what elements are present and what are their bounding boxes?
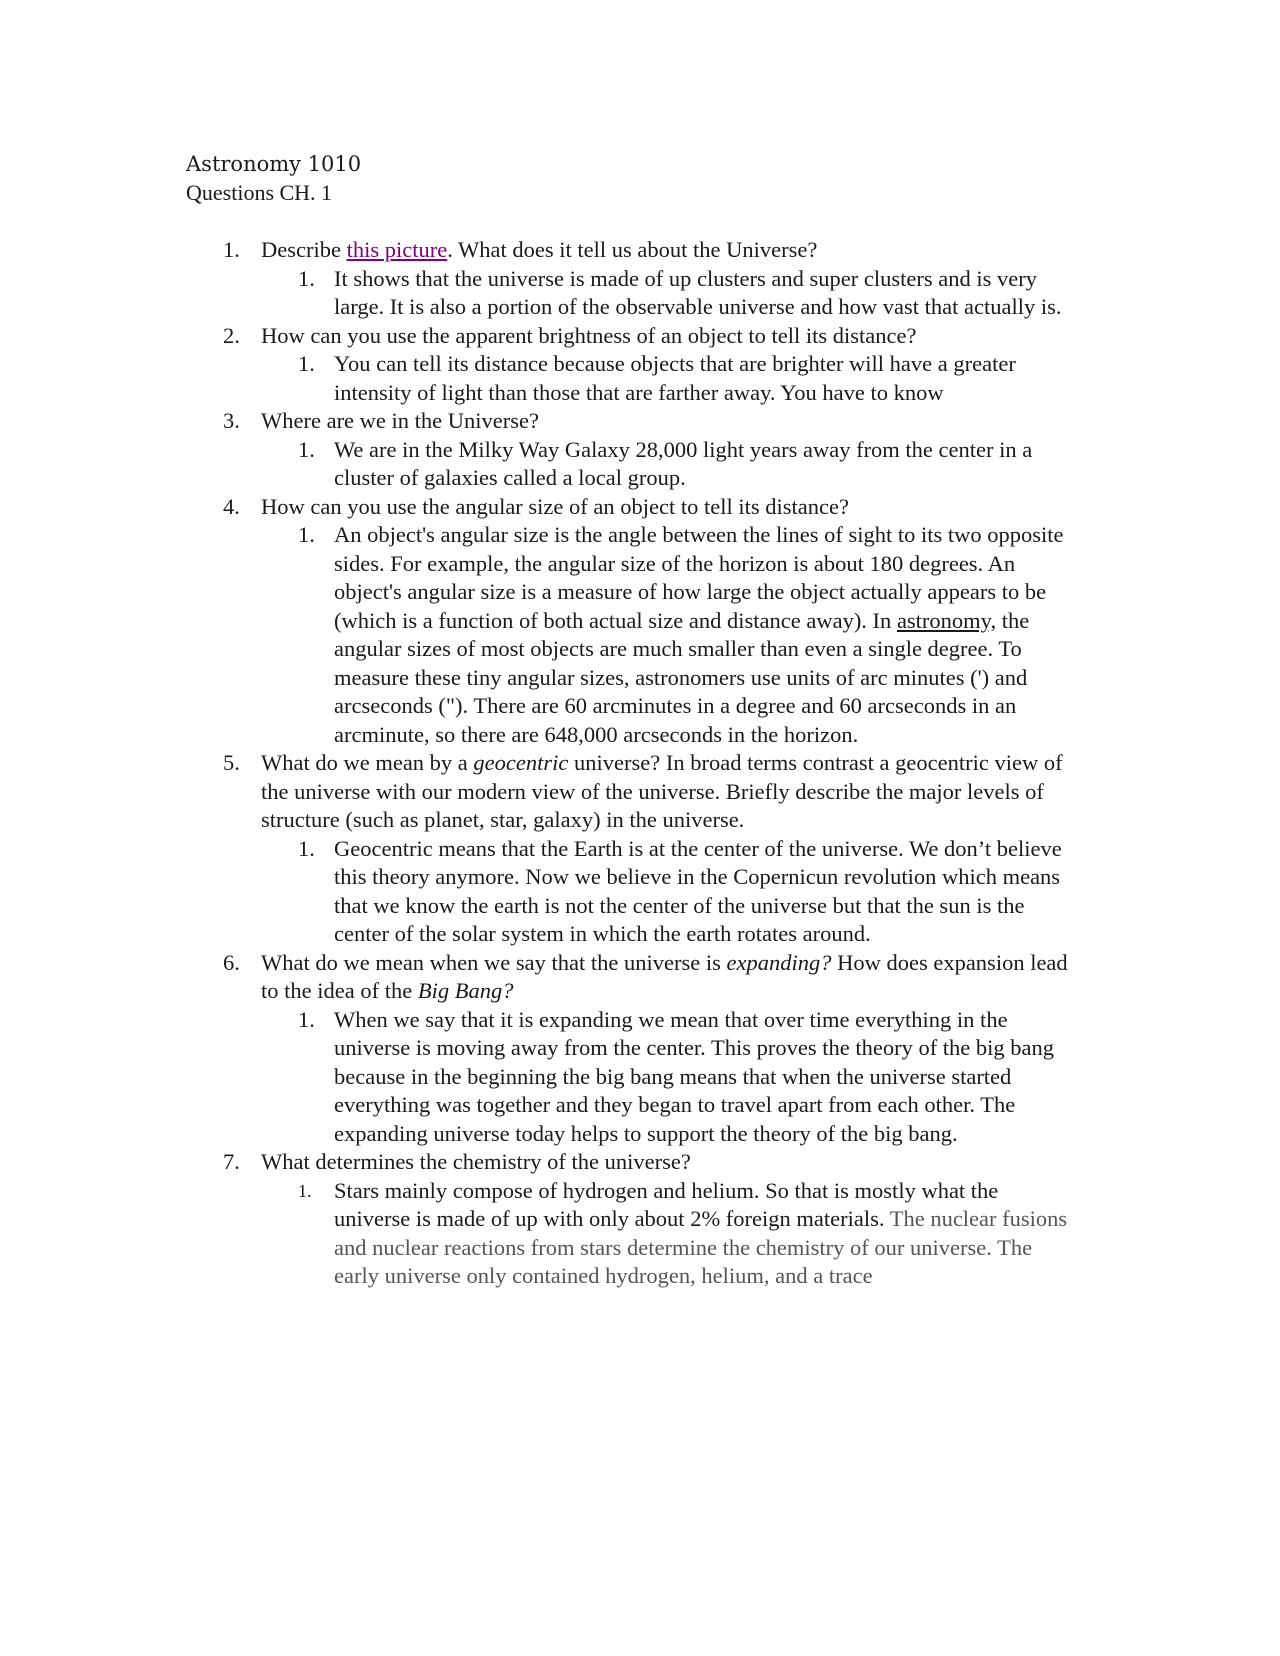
question-3 [186, 407, 1086, 436]
this-picture-link[interactable]: this picture [346, 237, 448, 262]
document-header [186, 150, 361, 207]
question-text: How can you use the angular size of an object to tell its distance? [261, 493, 849, 519]
answer-number: 1. [298, 522, 315, 547]
answer-4 [186, 521, 1079, 749]
answer-number: 1. [298, 436, 315, 462]
question-list [186, 236, 1086, 1291]
question-6 [186, 949, 1086, 1006]
answer-text: Stars mainly compose of hydrogen and helium. So that is mostly what the universe is made of up with only about 2% foreign materials. The nuclear fusions and nuclear reactions from stars determine the chemistry of our universe. The early universe only contained hydrogen, helium, and a trace [334, 1177, 1068, 1288]
answer-number: 1. [298, 835, 315, 861]
question-number: 1. [223, 237, 240, 262]
question-2 [186, 322, 1086, 351]
answer-text: Geocentric means that the Earth is at the center of the universe. We don’t believe this theory anymore. Now we believe in the Copernicun revolution which means that we know the earth is not the center of the universe but that the sun is the center of the solar system in which the earth rotates around. [334, 835, 1062, 946]
question-number: 7. [223, 1149, 240, 1174]
answer-6 [186, 1006, 1079, 1149]
answer-2 [186, 350, 1079, 407]
question-1 [186, 236, 1086, 265]
question-7 [186, 1148, 1086, 1177]
answer-text: When we say that it is expanding we mean that over time everything in the universe is moving away from the center. This proves the theory of the big bang because in the beginning the big bang means that when the universe started everything was together and they began to travel apart from each other. The expanding universe today helps to support the theory of the big bang. [334, 1006, 1055, 1146]
question-number: 3. [223, 408, 240, 433]
question-text: Where are we in the Universe? [261, 408, 539, 433]
question-text: What determines the chemistry of the universe? [261, 1149, 691, 1174]
question-text: What do we mean when we say that the universe is expanding? How does expansion lead to the idea of the Big Bang? [261, 949, 1068, 1003]
question-text: Describe this picture. What does it tell us about the Universe? [261, 237, 818, 262]
answer-continuation: The nuclear fusions and nuclear reactions from stars determine the chemistry of our universe. The early universe only contained hydrogen, helium, and a trace [334, 1206, 1068, 1288]
answer-1 [186, 265, 1079, 322]
question-number: 2. [223, 322, 240, 348]
answer-number: 1. [298, 265, 315, 291]
question-number: 4. [223, 493, 240, 519]
answer-7 [186, 1177, 1079, 1291]
question-5 [186, 749, 1086, 835]
answer-text: An object's angular size is the angle between the lines of sight to its two opposite sides. For example, the angular size of the horizon is about 180 degrees. An object's angular size is a measure of how large the object actually appears to be (which is a function of both actual size and distance away). In astronomy, the angular sizes of most objects are much smaller than even a single degree. To measure these tiny angular sizes, astronomers use units of arc minutes (') and arcseconds ("). There are 60 arcminutes in a degree and 60 arcseconds in an arcminute, so there are 648,000 arcseconds in the horizon. [334, 522, 1064, 747]
question-number: 5. [223, 750, 240, 775]
question-4 [186, 493, 1086, 522]
answer-3 [186, 436, 1079, 493]
question-text: How can you use the apparent brightness of an object to tell its distance? [261, 322, 917, 348]
answer-text: It shows that the universe is made of up clusters and super clusters and is very large. It is also a portion of the observable universe and how vast that actually is. [334, 265, 1062, 319]
answer-number: 1. [298, 1006, 315, 1032]
astronomy-link[interactable]: astronomy, [896, 607, 997, 633]
answer-5 [186, 835, 1079, 949]
answer-number: 1. [298, 351, 315, 376]
answer-text: You can tell its distance because objects that are brighter will have a greater intensity of light than those that are farther away. You have to know [334, 351, 1016, 405]
answer-number: 1. [298, 1180, 312, 1201]
document-subtitle: Questions CH. 1 [186, 179, 333, 205]
question-text: What do we mean by a geocentric universe? In broad terms contrast a geocentric view of the universe with our modern view of the universe. Briefly describe the major levels of structure (such as planet, star, galaxy) in the universe. [261, 750, 1063, 832]
course-title: Astronomy 1010 [186, 152, 362, 176]
answer-text: We are in the Milky Way Galaxy 28,000 light years away from the center in a cluster of galaxies called a local group. [334, 436, 1033, 490]
question-number: 6. [223, 949, 240, 975]
